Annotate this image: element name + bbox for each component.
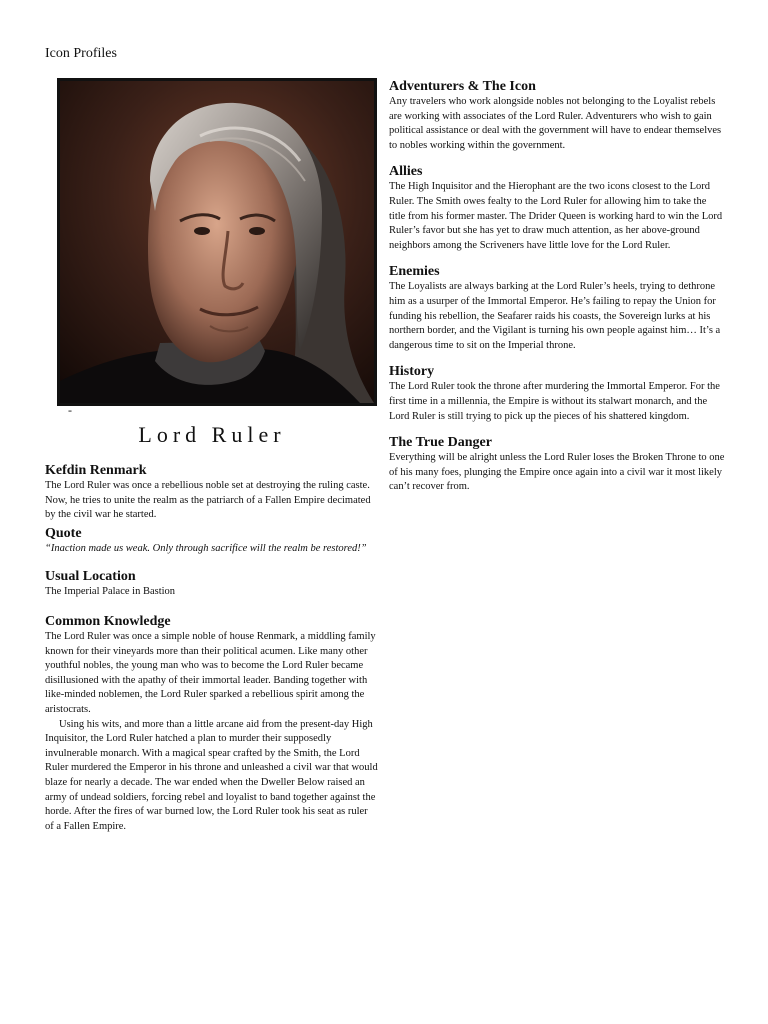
kefdin-heading: Kefdin Renmark xyxy=(45,463,147,478)
quote-text: “Inaction made us weak. Only through sacrifice will the realm be restored!” xyxy=(45,542,367,554)
section-true-danger xyxy=(389,434,725,495)
section-enemies xyxy=(389,263,725,353)
usual-location-text: The Imperial Palace in Bastion xyxy=(45,586,176,598)
true-danger-text: Everything will be alright unless the Lord Ruler loses the Broken Throne to one of his many foes, plunging the Empire once again into a civil war it most likely can’t recover from. xyxy=(389,452,725,493)
quote-heading: Quote xyxy=(45,525,82,541)
enemies-text: The Loyalists are always barking at the Lord Ruler’s heels, trying to dethrone him as a usurper of the Immortal Emperor. He’s failing to repay the Union for funding his rebellion, the Seafarer raids his coasts, the Sovereign lurks at his northern border, and the Vigilant is turning his own people against him… It’s a dangerous time to sit on the Imperial throne. xyxy=(389,281,721,351)
allies-text: The High Inquisitor and the Hierophant are the two icons closest to the Lord Ruler. The Smith owes fealty to the Lord Ruler for allowing him to take the title from his former master. The Drider Queen is working hard to win the Lord Ruler’s favor but she has yet to draw much attention, as her above-ground neighbors among the Scriveners have little love for the Lord Ruler. xyxy=(389,181,723,251)
common-knowledge-heading: Common Knowledge xyxy=(45,613,171,629)
common-knowledge-p2: Using his wits, and more than a little arcane aid from the present-day High Inquisitor, the Lord Ruler hatched a plan to murder their supposedly invulnerable monarch. With a magical spear crafted by the Smith, the Lord Ruler murdered the Emperor in his throne and unleashed a civil war that would blaze for nearly a decade. The war ended when the Dweller Below raised an army of undead soldiers, forcing rebel and loyalist to band together against the horde. After the fires of war burned low, the Lord Ruler took his seat as ruler of a Fallen Empire. xyxy=(45,718,378,832)
common-knowledge-p1: The Lord Ruler was once a simple noble of house Renmark, a middling family known for their vineyards more than their political acumen. Like many other youthful nobles, the young man who was to become the Lord Ruler became disillusioned with the apathy of their immortal leader. Banding together with like-minded noblemen, the Lord Ruler sparked a rebellious spirit among the aristocrats. xyxy=(45,630,376,715)
section-history xyxy=(389,363,725,424)
history-text: The Lord Ruler took the throne after murdering the Immortal Emperor. For the first time in a millennia, the Empire is without its stalwart monarch, and the Lord Ruler is still trying to pick up the pieces of his shattered kingdom. xyxy=(389,381,720,422)
usual-location-heading: Usual Location xyxy=(45,569,136,585)
true-danger-heading: The True Danger xyxy=(389,435,492,451)
page-header: Icon Profiles xyxy=(45,46,117,61)
portrait-caption-mark: - xyxy=(68,403,72,417)
right-column xyxy=(389,78,725,495)
history-heading: History xyxy=(389,364,435,380)
section-usual-location xyxy=(45,568,379,600)
left-column xyxy=(45,78,379,834)
section-quote xyxy=(45,525,379,557)
enemies-heading: Enemies xyxy=(389,264,440,280)
portrait-image xyxy=(57,78,377,417)
section-adventurers xyxy=(389,78,725,153)
portrait-illustration xyxy=(60,81,374,403)
icon-name-title: Lord Ruler xyxy=(138,422,286,447)
section-kefdin xyxy=(45,462,379,523)
allies-heading: Allies xyxy=(389,164,423,180)
adventurers-text: Any travelers who work alongside nobles not belonging to the Loyalist rebels are working with associates of the Lord Ruler. Adventurers who wish to gain political assistance or deal with the government will have to endear themselves to nobles working within the government. xyxy=(389,96,722,151)
section-allies xyxy=(389,163,725,253)
adventurers-heading: Adventurers & The Icon xyxy=(389,79,536,94)
kefdin-text: The Lord Ruler was once a rebellious noble set at destroying the ruling caste. Now, he tries to unite the realm as the patriarch of a Fallen Empire decimated by the civil war he started. xyxy=(45,480,371,521)
section-common-knowledge xyxy=(45,613,379,834)
